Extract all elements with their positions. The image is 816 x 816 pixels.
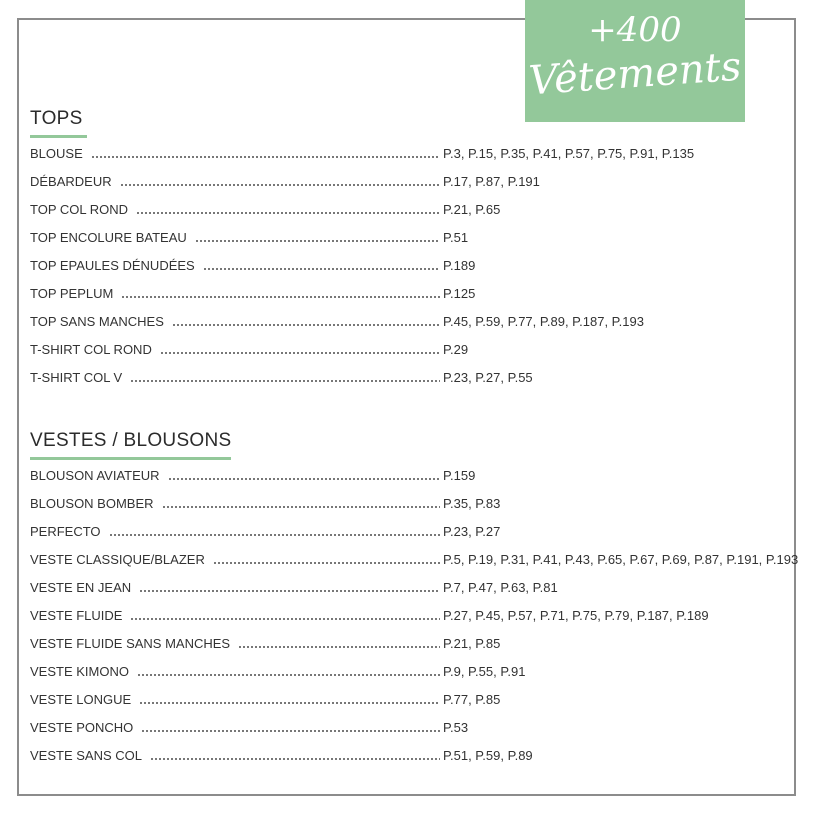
item-pages: P.21, P.65 <box>443 202 501 217</box>
leader-dots <box>137 674 440 676</box>
leader-dots <box>162 506 440 508</box>
list-item <box>30 230 800 258</box>
list-item <box>30 146 800 174</box>
list-item <box>30 202 800 230</box>
item-pages: P.51, P.59, P.89 <box>443 748 533 763</box>
section-title-tops <box>30 108 83 130</box>
item-label: BLOUSON BOMBER <box>30 496 158 512</box>
item-label: PERFECTO <box>30 524 105 540</box>
item-label: BLOUSE <box>30 146 87 162</box>
leader-dots <box>195 240 440 242</box>
leader-dots <box>213 562 440 564</box>
list-item <box>30 524 800 552</box>
item-pages: P.17, P.87, P.191 <box>443 174 540 189</box>
section-title-text: VESTES / BLOUSONS <box>30 430 232 451</box>
item-pages: P.77, P.85 <box>443 692 501 707</box>
list-item <box>30 720 800 748</box>
leader-dots <box>203 268 440 270</box>
item-label: TOP ENCOLURE BATEAU <box>30 230 191 246</box>
item-label: T-SHIRT COL ROND <box>30 342 156 358</box>
list-item <box>30 174 800 202</box>
item-pages: P.27, P.45, P.57, P.71, P.75, P.79, P.187, P.189 <box>443 608 709 623</box>
list-item <box>30 636 800 664</box>
clothing-count-badge <box>525 0 745 122</box>
item-label: VESTE EN JEAN <box>30 580 135 596</box>
item-pages: P.23, P.27 <box>443 524 501 539</box>
leader-dots <box>150 758 440 760</box>
item-pages: P.7, P.47, P.63, P.81 <box>443 580 558 595</box>
item-label: DÉBARDEUR <box>30 174 116 190</box>
list-item <box>30 314 800 342</box>
leader-dots <box>168 478 440 480</box>
item-pages: P.9, P.55, P.91 <box>443 664 526 679</box>
list-item <box>30 370 800 398</box>
tops-list <box>30 146 800 398</box>
item-pages: P.159 <box>443 468 476 483</box>
leader-dots <box>139 590 440 592</box>
badge-word: Vêtements <box>527 43 743 105</box>
list-item <box>30 664 800 692</box>
item-label: VESTE FLUIDE <box>30 608 126 624</box>
item-pages: P.35, P.83 <box>443 496 501 511</box>
leader-dots <box>120 184 440 186</box>
list-item <box>30 580 800 608</box>
item-pages: P.125 <box>443 286 476 301</box>
item-label: VESTE KIMONO <box>30 664 133 680</box>
item-pages: P.53 <box>443 720 469 735</box>
item-label: VESTE FLUIDE SANS MANCHES <box>30 636 234 652</box>
item-label: BLOUSON AVIATEUR <box>30 468 164 484</box>
list-item <box>30 258 800 286</box>
leader-dots <box>136 212 440 214</box>
item-label: TOP COL ROND <box>30 202 132 218</box>
list-item <box>30 468 800 496</box>
list-item <box>30 748 800 776</box>
leader-dots <box>238 646 440 648</box>
section-title-vestes <box>30 430 232 452</box>
leader-dots <box>141 730 440 732</box>
list-item <box>30 552 800 580</box>
item-label: TOP SANS MANCHES <box>30 314 168 330</box>
section-underline <box>30 457 231 460</box>
item-label: VESTE LONGUE <box>30 692 135 708</box>
leader-dots <box>91 156 440 158</box>
item-label: TOP PEPLUM <box>30 286 117 302</box>
item-pages: P.51 <box>443 230 469 245</box>
item-pages: P.23, P.27, P.55 <box>443 370 533 385</box>
item-pages: P.29 <box>443 342 469 357</box>
list-item <box>30 496 800 524</box>
list-item <box>30 608 800 636</box>
item-pages: P.3, P.15, P.35, P.41, P.57, P.75, P.91, P.135 <box>443 146 695 161</box>
section-title-text: TOPS <box>30 108 83 129</box>
leader-dots <box>172 324 440 326</box>
list-item <box>30 342 800 370</box>
list-item <box>30 692 800 720</box>
leader-dots <box>139 702 440 704</box>
item-label: T-SHIRT COL V <box>30 370 126 386</box>
badge-count: +400 <box>588 10 682 50</box>
leader-dots <box>130 380 440 382</box>
item-label: VESTE PONCHO <box>30 720 137 736</box>
item-pages: P.45, P.59, P.77, P.89, P.187, P.193 <box>443 314 644 329</box>
leader-dots <box>160 352 440 354</box>
item-label: VESTE SANS COL <box>30 748 146 764</box>
item-pages: P.189 <box>443 258 476 273</box>
leader-dots <box>130 618 440 620</box>
vestes-list <box>30 468 800 776</box>
item-pages: P.21, P.85 <box>443 636 501 651</box>
leader-dots <box>109 534 440 536</box>
section-underline <box>30 135 87 138</box>
item-label: VESTE CLASSIQUE/BLAZER <box>30 552 209 568</box>
leader-dots <box>121 296 440 298</box>
item-label: TOP EPAULES DÉNUDÉES <box>30 258 199 274</box>
item-pages: P.5, P.19, P.31, P.41, P.43, P.65, P.67, P.69, P.87, P.191, P.193 <box>443 552 799 567</box>
list-item <box>30 286 800 314</box>
